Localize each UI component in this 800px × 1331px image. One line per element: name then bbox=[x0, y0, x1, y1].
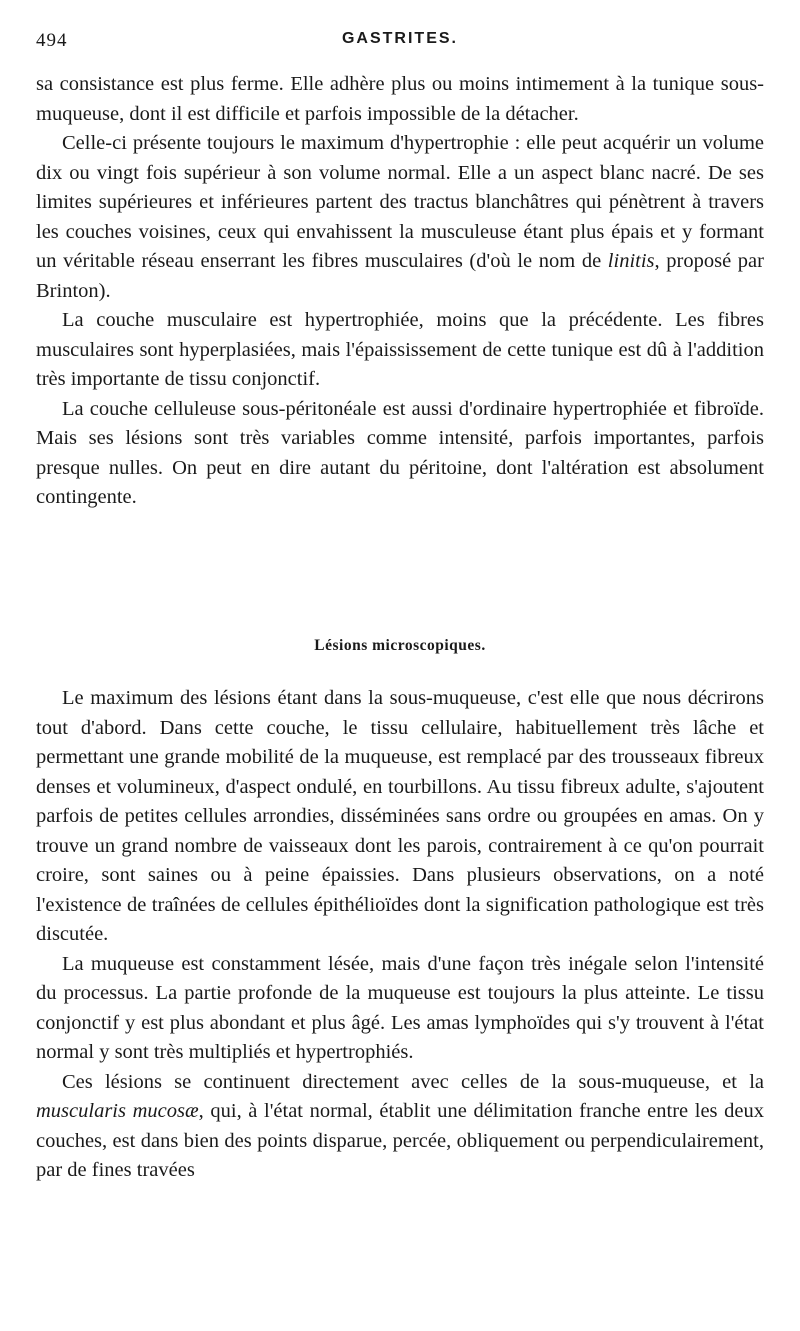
section-heading: Lésions microscopiques. bbox=[314, 637, 486, 654]
paragraph-sous-muqueuse bbox=[36, 129, 764, 306]
italic-term-muscularis-mucosae: muscularis mucosæ bbox=[36, 1100, 199, 1122]
paragraph-lesions-sous-muqueuse: Le maximum des lésions étant dans la sous-muqueuse, c'est elle que nous décrirons tout d'abord. Dans cette couche, le tissu cellulaire, habituellement très lâche et permettant une grande mobilité de la muqueuse, est remplacé par des trousseaux fibreux denses et volumineux, d'aspect ondulé, en tourbillons. Au tissu fibreux adulte, s'ajoutent parfois de petites cellules arrondies, disséminées sans ordre ou groupées en amas. On y trouve un grand nombre de vaisseaux dont les parois, contrairement à ce qu'on pourrait croire, sont saines ou à peine épaissies. Dans plusieurs observations, on a noté l'existence de traînées de cellules épithélioïdes dont la signification pathologique est très discutée. bbox=[36, 687, 764, 945]
text-run: , qui, à l'état normal, établit une délimitation franche entre les deux couches, est dans bien des points disparue, percée, obliquement ou perpendiculairement, par de fines travées bbox=[36, 1100, 764, 1181]
page-number: 494 bbox=[36, 30, 68, 51]
paragraph-couche-celluleuse: La couche celluleuse sous-péritonéale est aussi d'ordinaire hypertrophiée et fibroïde. Mais ses lésions sont très variables comme intensité, parfois importantes, parfois presque nulles. On peut en dire autant du péritoine, dont l'altération est absolument contingente. bbox=[36, 397, 764, 508]
running-title: GASTRITES. bbox=[341, 30, 458, 47]
italic-term-linitis: linitis bbox=[607, 250, 655, 272]
text-block-bottom bbox=[36, 684, 764, 1186]
paragraph-muqueuse: La muqueuse est constamment lésée, mais d'une façon très inégale selon l'intensité du processus. La partie profonde de la muqueuse est toujours la plus atteinte. Le tissu conjonctif y est plus abondant et plus âgé. Les amas lymphoïdes qui s'y trouvent à l'état normal y sont très multipliés et hypertrophiés. bbox=[36, 952, 764, 1063]
paragraph-muscularis bbox=[36, 1068, 764, 1186]
paragraph-couche-musculaire: La couche musculaire est hypertrophiée, moins que la précédente. Les fibres musculaires sont hyperplasiées, mais l'épaississement de cette tunique est dû à l'addition très importante de tissu conjonctif. bbox=[36, 309, 764, 390]
text-block-top bbox=[36, 70, 764, 513]
paragraph-continuation: sa consistance est plus ferme. Elle adhère plus ou moins intimement à la tunique sous-muqueuse, dont il est difficile et parfois impossible de la détacher. bbox=[36, 73, 764, 125]
text-run: Celle-ci présente toujours le maximum d'hypertrophie : elle peut acquérir un volume dix ou vingt fois supérieur à son volume normal. Elle a un aspect blanc nacré. De ses limites supérieures et inférieures partent des tractus blanchâtres qui pénètrent à travers les couches voisines, ceux qui envahissent la musculeuse étant plus épais et y formant un véritable réseau enserrant les fibres musculaires (d'où le nom de bbox=[36, 132, 764, 272]
text-run: Ces lésions se continuent directement avec celles de la sous-muqueuse, et la bbox=[62, 1070, 764, 1093]
text-run: , proposé par Brinton). bbox=[36, 250, 764, 302]
page-header bbox=[36, 30, 764, 58]
